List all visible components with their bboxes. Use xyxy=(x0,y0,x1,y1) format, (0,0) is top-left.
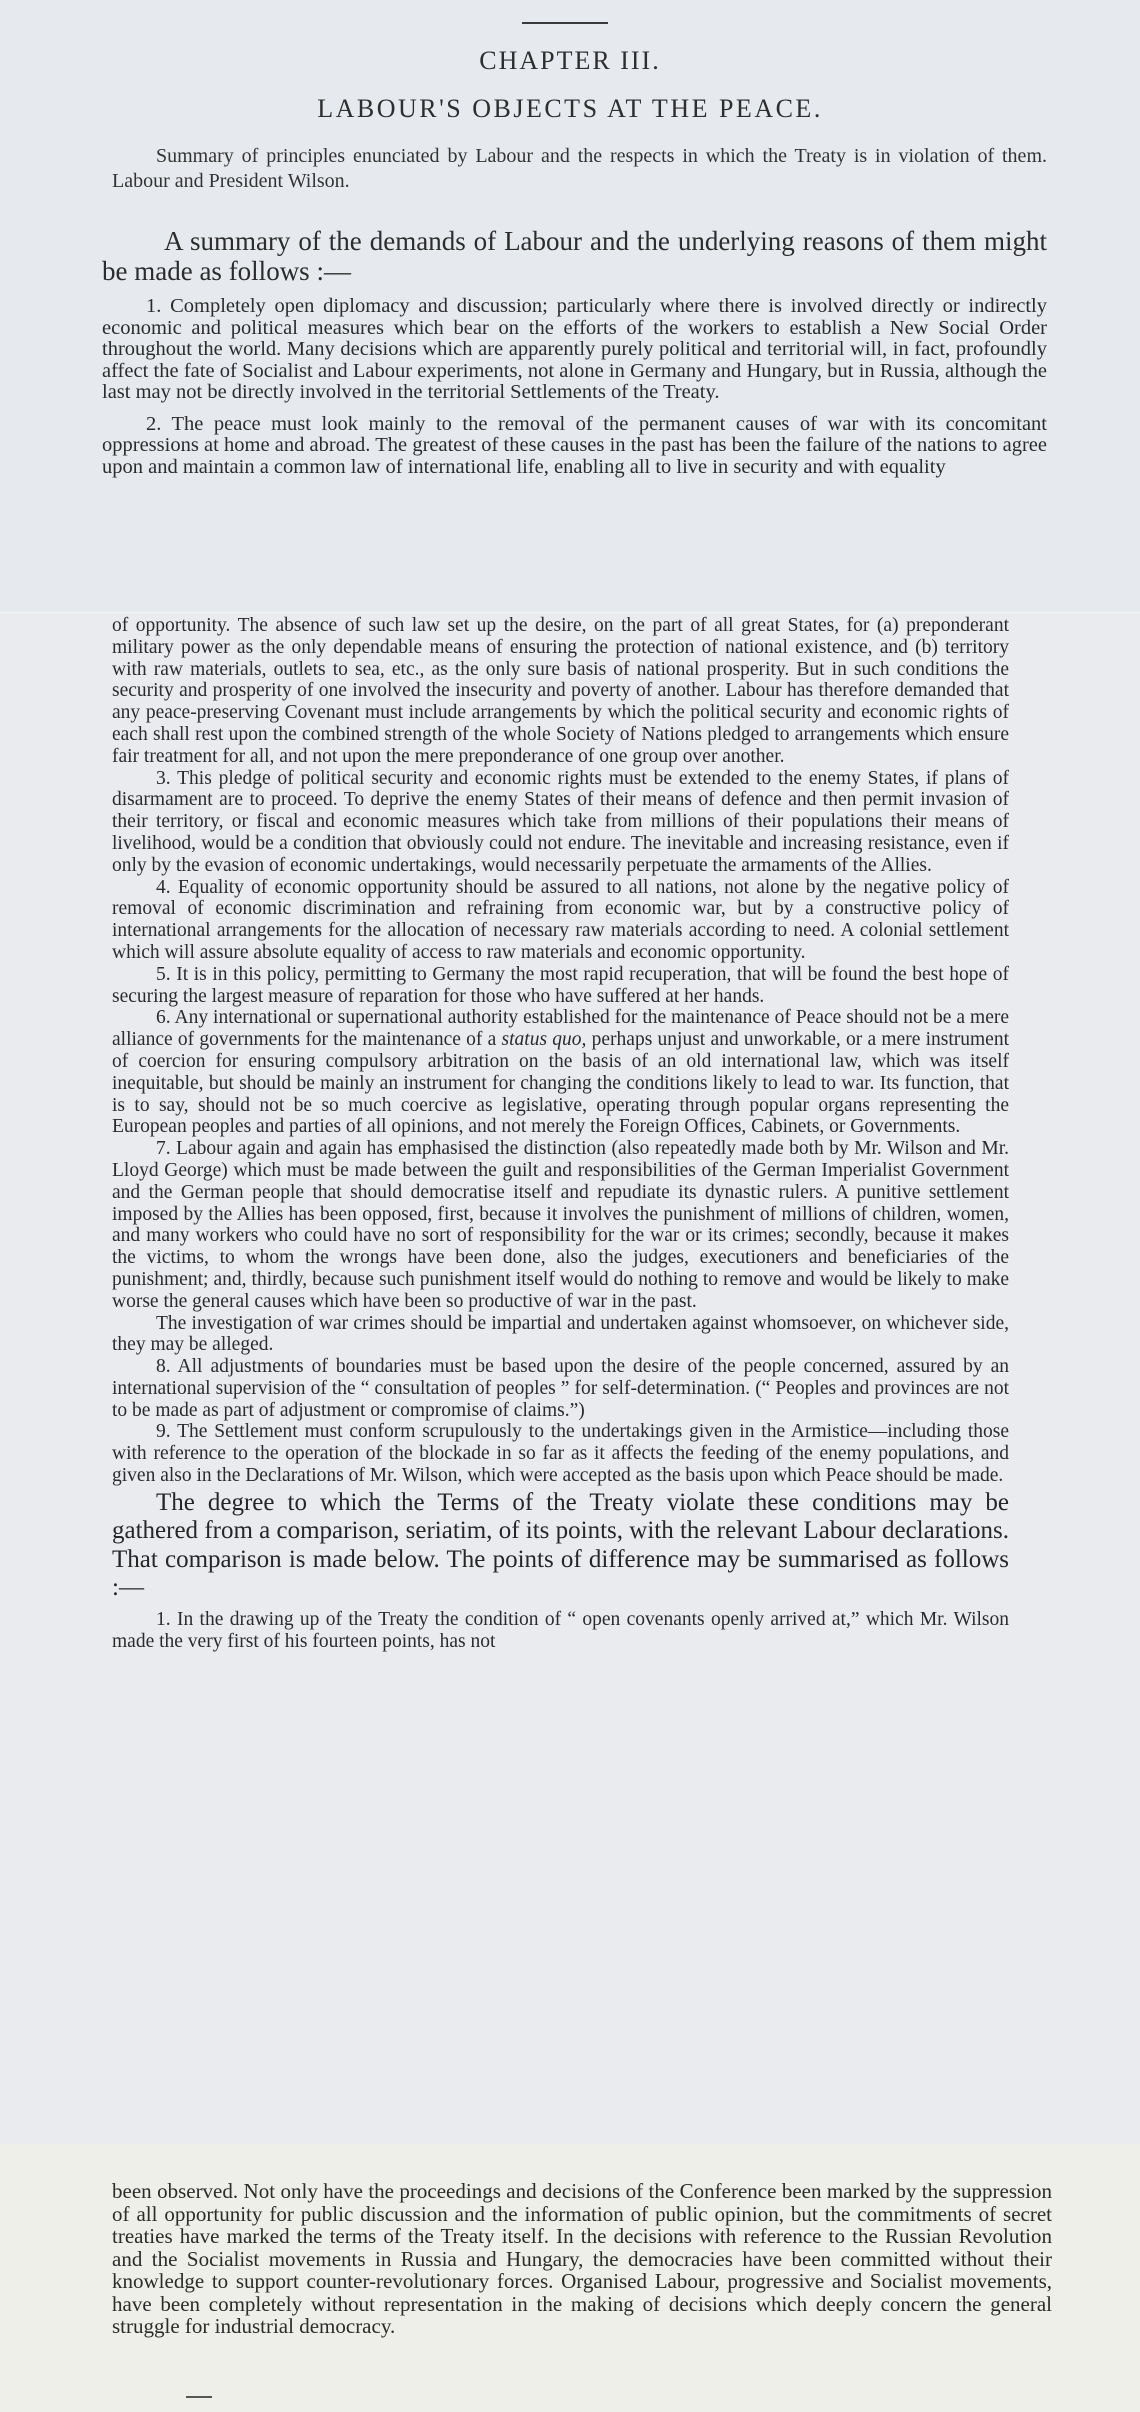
chapter-intro: A summary of the demands of Labour and the underlying reasons of them might be made as follows :— xyxy=(102,226,1047,286)
header-rule xyxy=(522,22,608,24)
footer-mark xyxy=(186,2396,212,2398)
comparison-intro: The degree to which the Terms of the Treaty violate these conditions may be gathered from a comparison, seriatim, of its points, with the relevant Labour declarations. That comparison is made below. The points of difference may be summarised as follows :— xyxy=(112,1488,1009,1602)
paragraph-1: 1. Completely open diplomacy and discussion; particularly where there is involved directly or indirectly economic and political measures which bear on the efforts of the workers to establish a New Social Order throughout the world. Many decisions which are apparently purely political and territorial will, in fact, profoundly affect the fate of Socialist and Labour experiments, not alone in Germany and Hungary, but in Russia, although the last may not be directly involved in the territorial Settlements of the Treaty. xyxy=(102,295,1047,403)
paragraph-6-b: perhaps unjust and unworkable, or a mere instrument of coercion for ensuring compulsory arbitration on the basis of an old international law, which was itself inequitable, but should be mainly an instrument for changing the conditions likely to lead to war. Its function, that is to say, should not be so much coercive as legislative, operating through popular organs representing the European peoples and parties of all opinions, and not merely the Foreign Offices, Cabinets, or Governments. xyxy=(112,1029,1010,1138)
paragraph-7-b: The investigation of war crimes should be impartial and undertaken against whomsoever, on whichever side, they may be alleged. xyxy=(112,1312,1009,1356)
paragraph-5: 5. It is in this policy, permitting to Germany the most rapid recuperation, that will be found the best hope of securing the largest measure of reparation for those who have suffered at her hands. xyxy=(112,963,1009,1007)
point-1-start: 1. In the drawing up of the Treaty the condition of “ open covenants openly arrived at,” which Mr. Wilson made the very first of his fourteen points, has not xyxy=(112,1608,1009,1652)
paragraph-6-a: 6. Any international or supernational authority established for the maintenance of Peace should not be a mere alliance of governments for the maintenance of a xyxy=(112,1007,1009,1051)
page-segment-middle xyxy=(0,612,1140,2145)
paragraph-4: 4. Equality of economic opportunity should be assured to all nations, not alone by the negative policy of removal of economic discrimination and refraining from economic war, but by a constructive policy of international arrangements for the allocation of necessary raw materials according to need. A colonial settlement which will assure absolute equality of access to raw materials and economic opportunity. xyxy=(112,876,1009,963)
body-text-bottom xyxy=(112,2180,1052,2338)
page-segment-bottom xyxy=(0,2144,1140,2412)
paragraph-6-emphasis: status quo, xyxy=(501,1029,587,1051)
paragraph-2-start: 2. The peace must look mainly to the removal of the permanent causes of war with its concomitant oppressions at home and abroad. The greatest of these causes in the past has been the failure of the nations to agree upon and maintain a common law of international life, enabling all to live in security and with equality xyxy=(102,412,1047,478)
chapter-summary: Summary of principles enunciated by Labour and the respects in which the Treaty is in violation of them. Labour and President Wilson. xyxy=(112,145,1047,192)
paragraph-9: 9. The Settlement must conform scrupulously to the undertakings given in the Armistice—including those with reference to the operation of the blockade in so far as it affects the feeding of the enemy populations, and given also in the Declarations of Mr. Wilson, which were accepted as the basis upon which Peace should be made. xyxy=(112,1421,1009,1487)
paragraph-2-end: of opportunity. The absence of such law set up the desire, on the part of all great States, for (a) preponderant military power as the only dependable means of ensuring the protection of national existence, and (b) territory with raw materials, outlets to sea, etc., as the only sure basis of national prosperity. But in such conditions the security and prosperity of one involved the insecurity and poverty of another. Labour has therefore demanded that any peace-preserving Covenant must include arrangements by which the political security and economic rights of each shall rest upon the combined strength of the whole Society of Nations pledged to arrangements which ensure fair treatment for all, and not upon the mere preponderance of one group over another. xyxy=(112,615,1009,767)
paragraph-7: 7. Labour again and again has emphasised the distinction (also repeatedly made both by Mr. Wilson and Mr. Lloyd George) which must be made between the guilt and responsibilities of the German Imperialist Government and the German people that should democratise itself and repudiate its dynastic rulers. A punitive settlement imposed by the Allies has been opposed, first, because it involves the punishment of millions of children, women, and many workers who could have no sort of responsibility for the war or its crimes; secondly, because it makes the victims, to whom the wrongs have been done, also the judges, executioners and beneficiaries of the punishment; and, thirdly, because such punishment itself would do nothing to remove and would be likely to make worse the general causes which have been so productive of war in the past. xyxy=(112,1138,1009,1312)
paragraph-3: 3. This pledge of political security and economic rights must be extended to the enemy States, if plans of disarmament are to proceed. To deprive the enemy States of their means of defence and then permit invasion of their territory, or fiscal and economic measures which take from millions of their populations their means of livelihood, would be a condition that obviously could not endure. The inevitable and increasing resistance, even if only by the evasion of economic undertakings, would necessarily perpetuate the armaments of the Allies. xyxy=(112,767,1009,876)
paragraph-6 xyxy=(112,1007,1009,1138)
chapter-number: CHAPTER III. xyxy=(479,46,661,75)
body-text-middle xyxy=(112,615,1009,1652)
chapter-title: LABOUR'S OBJECTS AT THE PEACE. xyxy=(317,94,823,123)
paragraph-8: 8. All adjustments of boundaries must be based upon the desire of the people concerned, assured by an international supervision of the “ consultation of peoples ” for self-determination. (“ Peoples and provinces are not to be made as part of adjustment or compromise of claims.”) xyxy=(112,1356,1009,1421)
page-segment-top xyxy=(0,0,1140,612)
point-1-end: been observed. Not only have the proceedings and decisions of the Conference been marked by the suppression of all opportunity for public discussion and the information of public opinion, but the commitments of secret treaties have marked the terms of the Treaty itself. In the decisions with reference to the Russian Revolution and the Socialist movements in Russia and Hungary, the democracies have been committed without their knowledge to support counter-revolutionary forces. Organised Labour, progressive and Socialist movements, have been completely without representation in the making of decisions which deeply concern the general struggle for industrial democracy. xyxy=(112,2179,1052,2338)
body-text-top xyxy=(102,296,1047,478)
